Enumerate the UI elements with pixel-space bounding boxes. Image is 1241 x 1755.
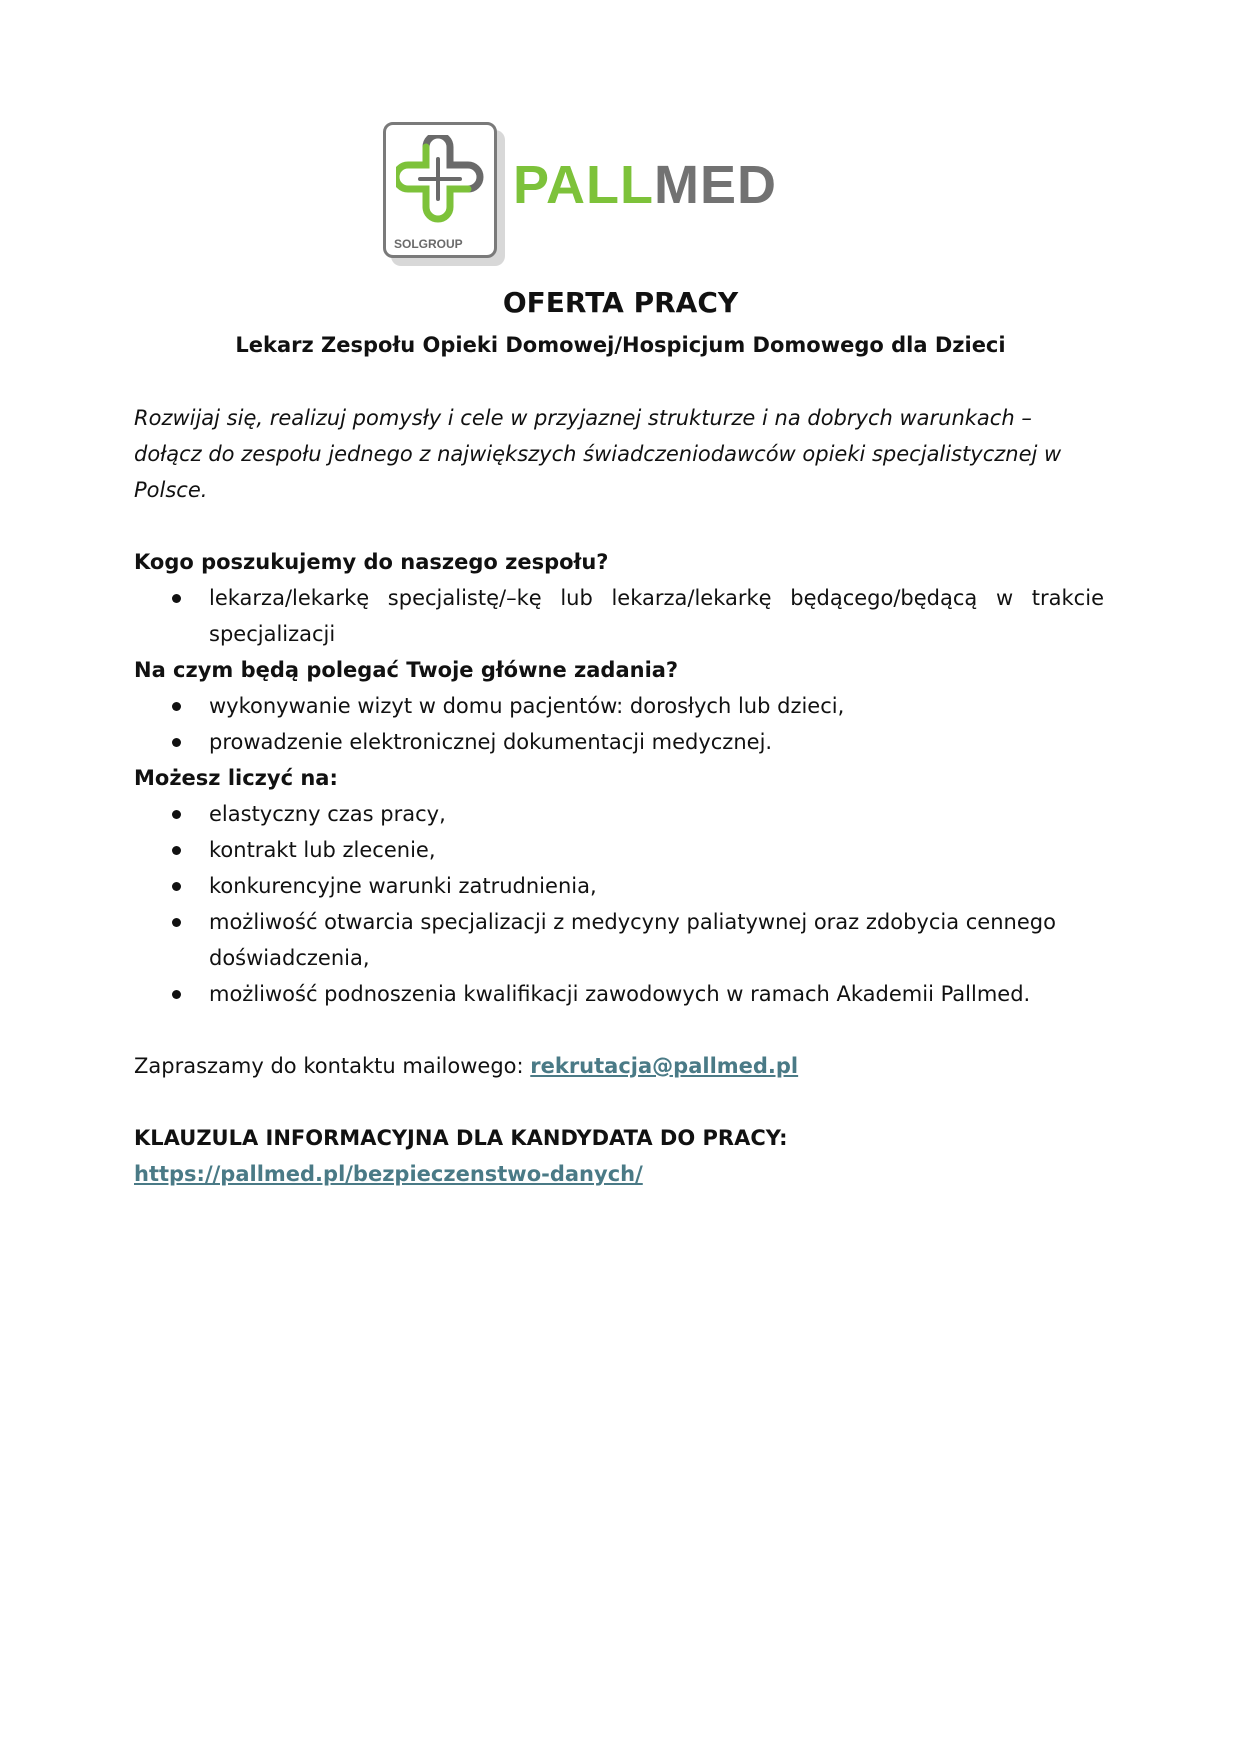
privacy-policy-link[interactable]: https://pallmed.pl/bezpieczenstwo-danych/ [134, 1162, 643, 1186]
bullet-icon [172, 702, 181, 711]
clause-heading: KLAUZULA INFORMACYJNA DLA KANDYDATA DO PRACY: [134, 1126, 788, 1150]
email-link[interactable]: rekrutacja@pallmed.pl [530, 1054, 799, 1078]
logo-wordmark-green: PALL [513, 155, 654, 215]
tasks-list [134, 688, 1104, 760]
benefits-list [134, 796, 1104, 1012]
medical-cross-icon [396, 135, 484, 225]
section-heading-tasks: Na czym będą polegać Twoje główne zadania? [134, 658, 679, 682]
bullet-icon [172, 990, 181, 999]
list-item: możliwość otwarcia specjalizacji z medycyny paliatywnej oraz zdobycia cennego doświadczenia, [134, 904, 1104, 976]
list-item: elastyczny czas pracy, [134, 796, 1104, 832]
page-title: OFERTA PRACY [502, 286, 739, 319]
list-item: lekarza/lekarkę specjalistę/–kę lub lekarza/lekarkę będącego/będącą w trakcie specjalizacji [134, 580, 1104, 652]
bullet-icon [172, 882, 181, 891]
clause-link-line [134, 1156, 1104, 1192]
document-body [134, 400, 1104, 1192]
list-item: prowadzenie elektronicznej dokumentacji medycznej. [134, 724, 1104, 760]
page-subtitle: Lekarz Zespołu Opieki Domowej/Hospicjum Domowego dla Dzieci [235, 333, 1006, 357]
spacer [134, 1084, 1104, 1120]
bullet-icon [172, 594, 181, 603]
contact-label: Zapraszamy do kontaktu mailowego: [134, 1054, 531, 1078]
bullet-icon [172, 738, 181, 747]
list-item: konkurencyjne warunki zatrudnienia, [134, 868, 1104, 904]
bullet-icon [172, 810, 181, 819]
logo-wordmark [513, 155, 777, 215]
logo-subbrand: SOLGROUP [394, 237, 463, 251]
list-item: możliwość podnoszenia kwalifikacji zawodowych w ramach Akademii Pallmed. [134, 976, 1104, 1012]
section-heading-benefits: Możesz liczyć na: [134, 766, 338, 790]
bullet-icon [172, 918, 181, 927]
list-item: kontrakt lub zlecenie, [134, 832, 1104, 868]
requirements-list [134, 580, 1104, 652]
intro-paragraph: Rozwijaj się, realizuj pomysły i cele w przyjaznej strukturze i na dobrych warunkach – dołącz do zespołu jednego z największych świadczeniodawców opieki specjalistycznej w Polsce. [134, 406, 1062, 502]
bullet-icon [172, 846, 181, 855]
spacer [134, 1012, 1104, 1048]
logo-emblem [383, 122, 497, 258]
section-heading-who: Kogo poszukujemy do naszego zespołu? [134, 550, 609, 574]
pallmed-logo [383, 118, 823, 258]
list-item: wykonywanie wizyt w domu pacjentów: dorosłych lub dzieci, [134, 688, 1104, 724]
contact-line [134, 1048, 1104, 1084]
logo-wordmark-gray: MED [653, 155, 777, 215]
